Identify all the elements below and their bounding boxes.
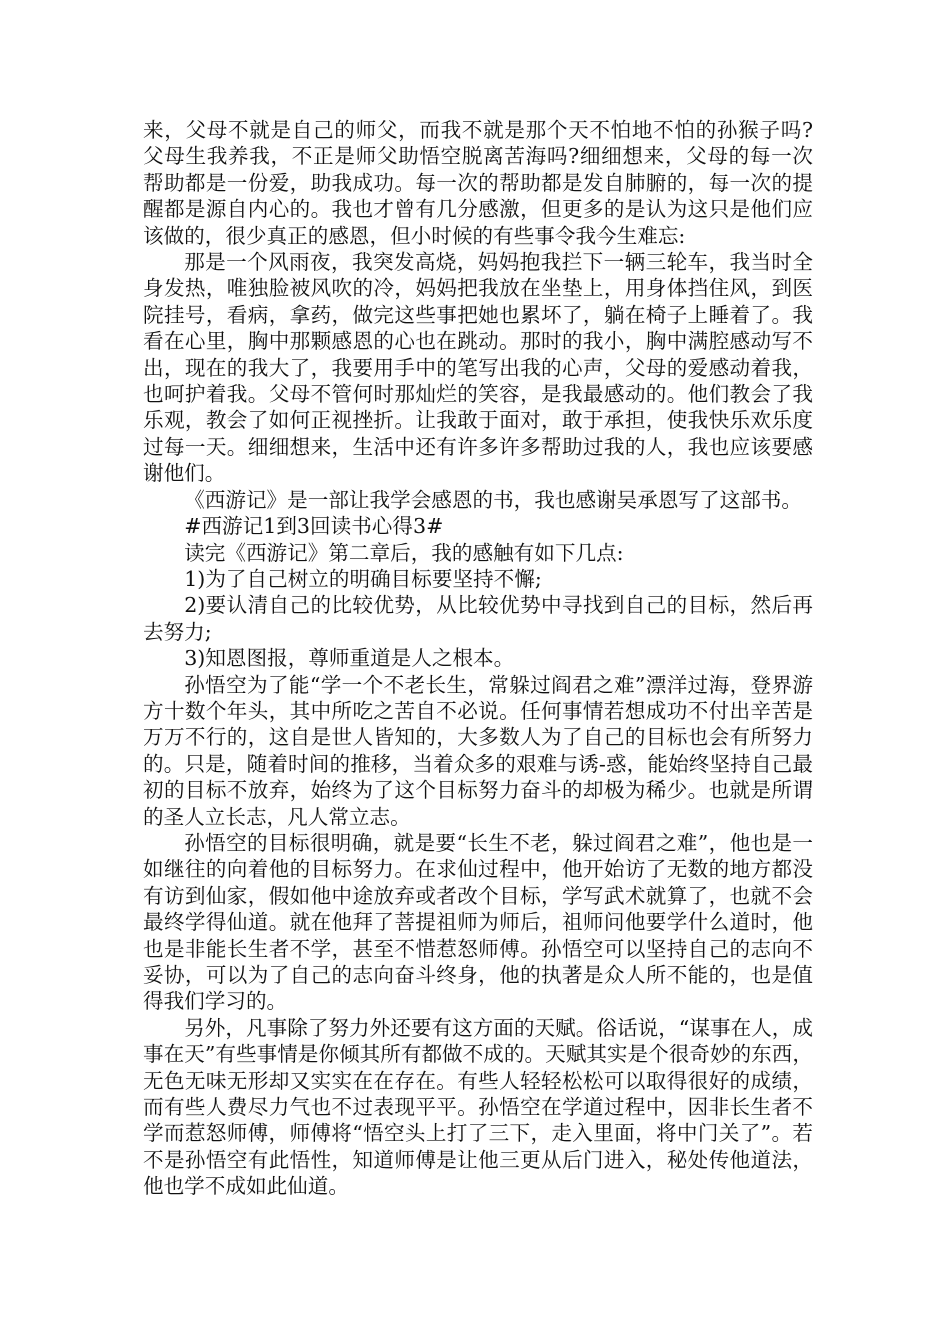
paragraph-clear-goal: 孙悟空的目标很明确，就是要“长生不老，躲过阎君之难”，他也是一如继往的向着他的目标努力。在求仙过程中，他开始访了无数的地方都没有访到仙家，假如他中途放弃或者改个目标，学写武术就算了，也就不会最终学得仙道。就在他拜了菩提祖师为师后，祖师问他要学什么道时，他也是非能长生者不学，甚至不惜惹怒师傅。孙悟空可以坚持自己的志向不妥协，可以为了自己的志向奋斗终身，他的执著是众人所不能的，也是值得我们学习的。	[143, 830, 813, 1014]
list-item-point-3: 3)知恩图报，尊师重道是人之根本。	[184, 646, 515, 671]
paragraph-intro-points: 读完《西游记》第二章后，我的感触有如下几点:	[184, 540, 624, 565]
paragraph-rainy-night: 那是一个风雨夜，我突发高烧，妈妈抱我拦下一辆三轮车，我当时全身发热，唯独脸被风吹的冷，妈妈把我放在坐垫上，用身体挡住风，到医院挂号，看病，拿药，做完这些事把她也累坏了，躺在椅子上睡着了。我看在心里，胸中那颗感恩的心也在跳动。那时的我小，胸中满腔感动写不出，现在的我大了，我要用手中的笔写出我的心声，父母的爱感动着我，也呵护着我。父母不管何时那灿烂的笑容，是我最感动的。他们教会了我乐观，教会了如何正视挫折。让我敢于面对，敢于承担，使我快乐欢乐度过每一天。细细想来，生活中还有许多许多帮助过我的人，我也应该要感谢他们。	[143, 250, 813, 486]
list-item-point-1: 1)为了自己树立的明确目标要坚持不懈;	[184, 566, 542, 591]
paragraph-talent: 另外，凡事除了努力外还要有这方面的天赋。俗话说，“谋事在人，成事在天”有些事情是你倾其所有都做不成的。天赋其实是个很奇妙的东西，无色无味无形却又实实在在存在。有些人轻轻松松可以取得很好的成绩，而有些人费尽力气也不过表现平平。孙悟空在学道过程中，因非长生者不学而惹怒师傅，师傅将“悟空头上打了三下，走入里面，将中门关了”。若不是孙悟空有此悟性，知道师傅是让他三更从后门进入，秘处传他道法，他也学不成如此仙道。	[143, 1015, 813, 1199]
paragraph-perseverance: 孙悟空为了能“学一个不老长生，常躲过阎君之难”漂洋过海，登界游方十数个年头，其中所吃之苦自不必说。任何事情若想成功不付出辛苦是万万不行的，这自是世人皆知的，大多数人为了自己的目标也会有所努力的。只是，随着时间的推移，当着众多的艰难与诱-惑，能始终坚持自己最初的目标不放弃，始终为了这个目标努力奋斗的却极为稀少。也就是所谓的圣人立长志，凡人常立志。	[143, 672, 813, 829]
document-body	[143, 117, 813, 1200]
paragraph-gratitude-book: 《西游记》是一部让我学会感恩的书，我也感谢吴承恩写了这部书。	[184, 487, 802, 512]
section-heading: #西游记1到3回读书心得3#	[184, 514, 444, 539]
list-item-point-2: 2)要认清自己的比较优势，从比较优势中寻找到自己的目标，然后再去努力;	[143, 593, 813, 644]
paragraph-continuation: 来，父母不就是自己的师父，而我不就是那个天不怕地不怕的孙猴子吗?父母生我养我，不正是师父助悟空脱离苦海吗?细细想来，父母的每一次帮助都是一份爱，助我成功。每一次的帮助都是发自肺腑的，每一次的提醒都是源自内心的。我也才曾有几分感激，但更多的是认为这只是他们应该做的，很少真正的感恩，但小时候的有些事令我今生难忘:	[143, 118, 813, 248]
